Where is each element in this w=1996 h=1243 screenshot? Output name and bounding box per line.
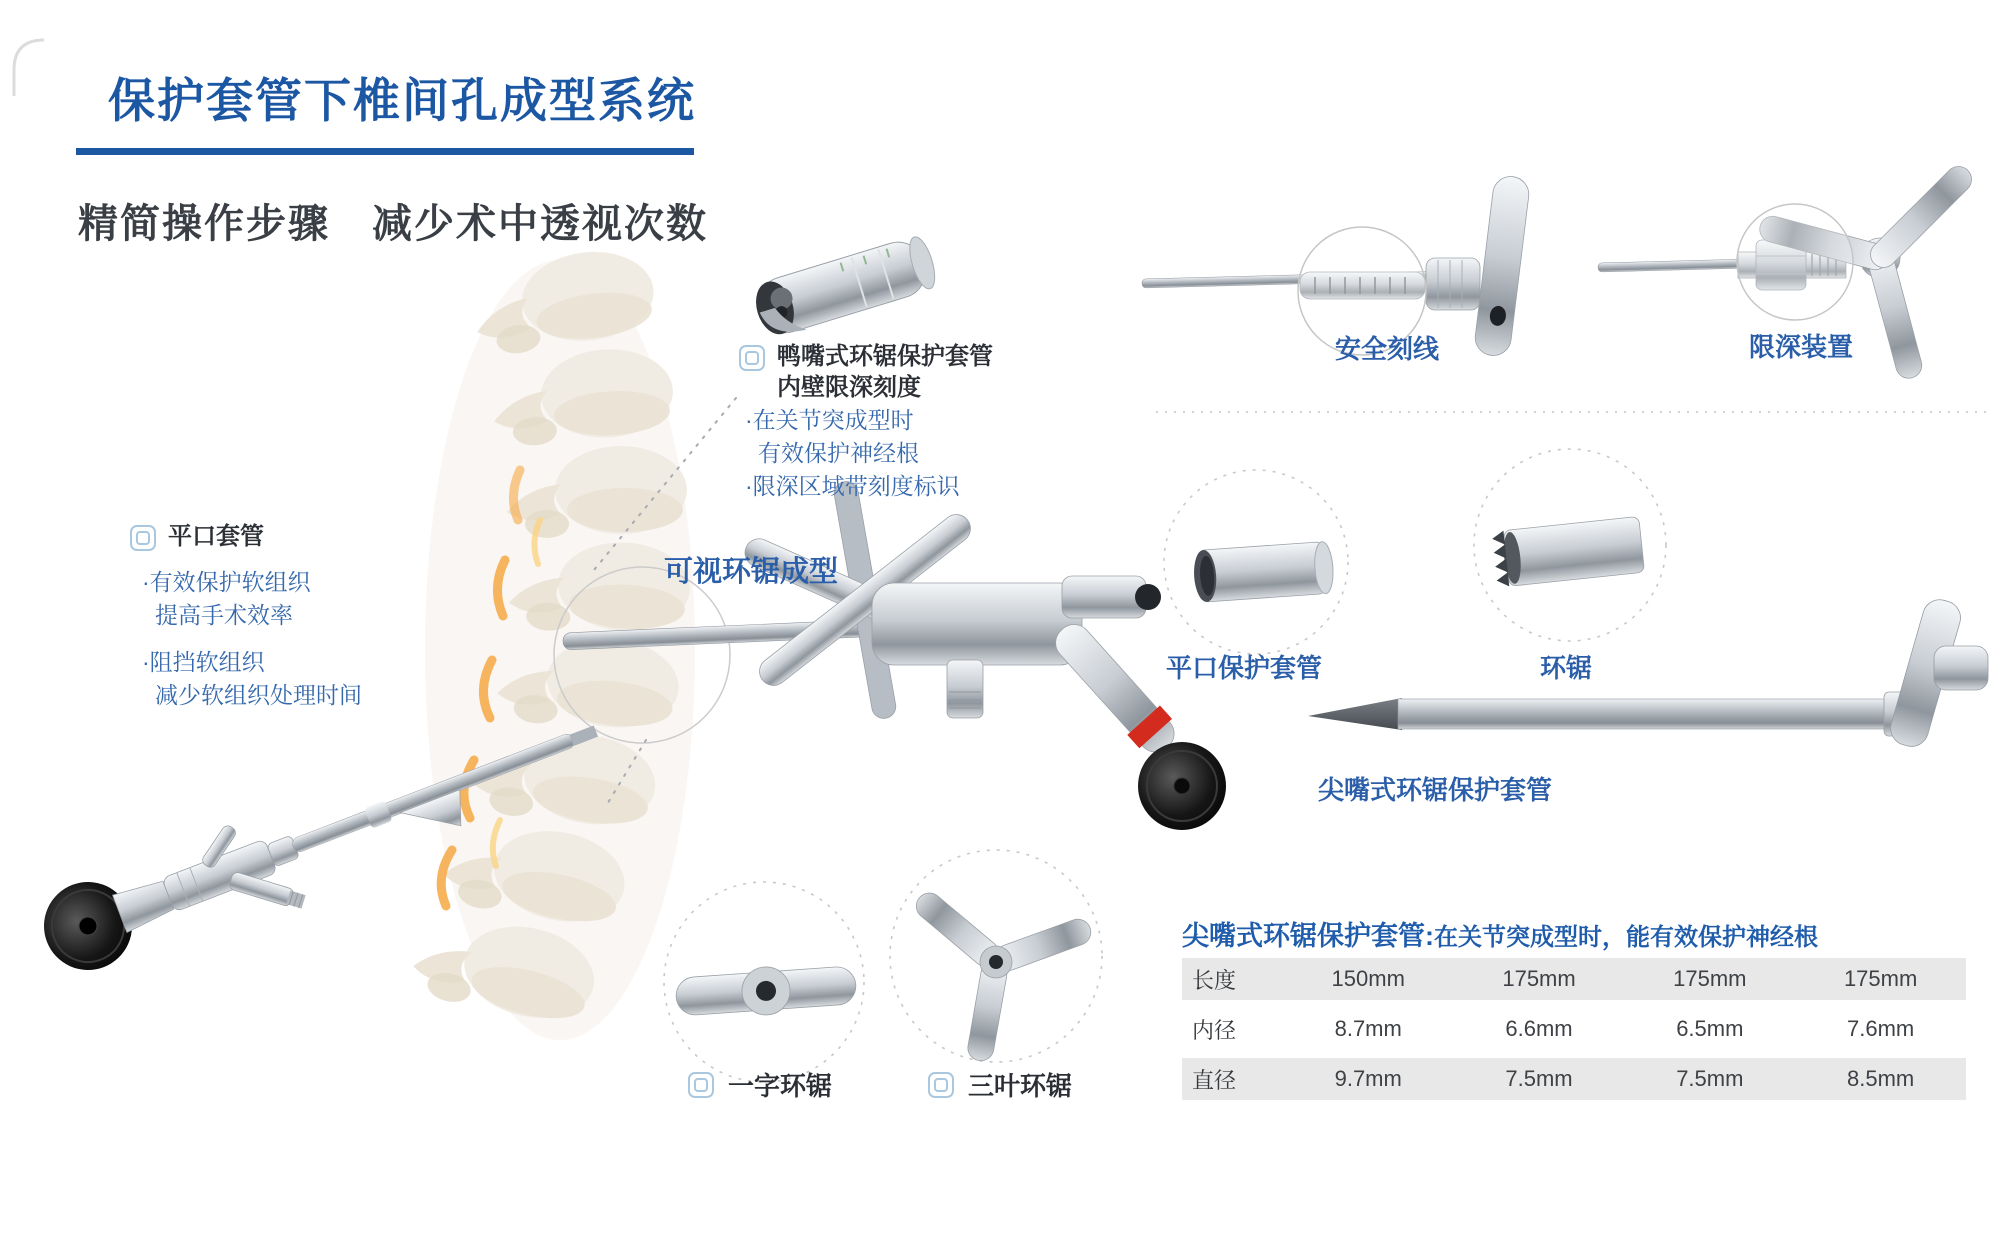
table-row xyxy=(1182,1058,1966,1100)
label-flat-protective-sleeve: 平口保护套管 xyxy=(1166,653,1323,683)
row-label: 内径 xyxy=(1192,1017,1237,1043)
callout-point: 提高手术效率 xyxy=(155,602,293,628)
label-text: 三叶环锯 xyxy=(968,1071,1073,1101)
section-badge-icon xyxy=(928,1072,954,1098)
cell: 7.6mm xyxy=(1846,1016,1915,1041)
spec-table xyxy=(1182,958,1966,1108)
callout-heading-line: 内壁限深刻度 xyxy=(777,374,921,401)
label-safety-marks: 安全刻线 xyxy=(1335,334,1440,364)
cell: 150mm xyxy=(1331,966,1405,991)
card-corner-decoration xyxy=(14,40,44,96)
table-row xyxy=(1182,958,1966,1000)
section-badge-icon xyxy=(130,525,156,551)
row-label: 长度 xyxy=(1192,967,1237,993)
label-straight-trephine xyxy=(688,1066,832,1103)
cell: 175mm xyxy=(1673,966,1747,991)
flat-protective-sleeve-image xyxy=(1192,541,1334,603)
cell: 7.5mm xyxy=(1505,1066,1573,1091)
title-underline xyxy=(76,148,694,155)
spec-table-title xyxy=(1182,914,1818,953)
callout-duckbill-heading xyxy=(739,341,993,403)
page-title: 保护套管下椎间孔成型系统 xyxy=(108,74,696,127)
callout-point: ·限深区域带刻度标识 xyxy=(745,473,960,499)
straight-trephine-image xyxy=(675,961,858,1021)
cell: 7.5mm xyxy=(1676,1066,1744,1091)
cell: 6.6mm xyxy=(1505,1016,1573,1041)
callout-flat-cannula-points xyxy=(142,566,362,712)
section-badge-icon xyxy=(739,345,765,371)
cell: 175mm xyxy=(1502,966,1576,991)
label-depth-limiter: 限深装置 xyxy=(1749,332,1854,362)
callout-flat-cannula-heading xyxy=(130,521,264,552)
spec-title-rest: 在关节突成型时，能有效保护神经根 xyxy=(1434,924,1818,951)
callout-heading-line: 鸭嘴式环锯保护套管 xyxy=(777,343,993,370)
callout-point: ·阻挡软组织 xyxy=(142,649,265,675)
label-visual-trephine: 可视环锯成型 xyxy=(664,556,839,588)
duckbill-sleeve-image xyxy=(750,233,941,342)
callout-duckbill-points xyxy=(745,404,960,503)
row-label: 直径 xyxy=(1192,1067,1237,1093)
magnifier-circle xyxy=(1737,204,1853,320)
callout-point: 有效保护神经根 xyxy=(758,440,919,466)
cell: 9.7mm xyxy=(1334,1066,1402,1091)
page-subtitle: 精简操作步骤 减少术中透视次数 xyxy=(78,202,708,246)
callout-point: 减少软组织处理时间 xyxy=(155,682,362,708)
cell: 6.5mm xyxy=(1676,1016,1744,1041)
trephine-image xyxy=(1491,516,1644,587)
table-row xyxy=(1182,1008,1966,1050)
label-pointed-trephine-sleeve: 尖嘴式环锯保护套管 xyxy=(1318,775,1553,805)
spec-title-strong: 尖嘴式环锯保护套管: xyxy=(1182,921,1434,951)
callout-point: ·有效保护软组织 xyxy=(142,569,311,595)
section-badge-icon xyxy=(688,1072,714,1098)
label-text: 一字环锯 xyxy=(728,1071,833,1101)
callout-heading-line: 平口套管 xyxy=(168,523,264,550)
label-trephine: 环锯 xyxy=(1540,653,1593,683)
three-leaf-trephine-image xyxy=(911,888,1094,1063)
label-three-leaf-trephine xyxy=(928,1066,1072,1103)
pointed-trephine-sleeve-image xyxy=(1308,596,1988,751)
cell: 8.5mm xyxy=(1846,1066,1915,1091)
callout-point: ·在关节突成型时 xyxy=(745,407,914,433)
cell: 8.7mm xyxy=(1334,1016,1402,1041)
cell: 175mm xyxy=(1843,966,1918,991)
